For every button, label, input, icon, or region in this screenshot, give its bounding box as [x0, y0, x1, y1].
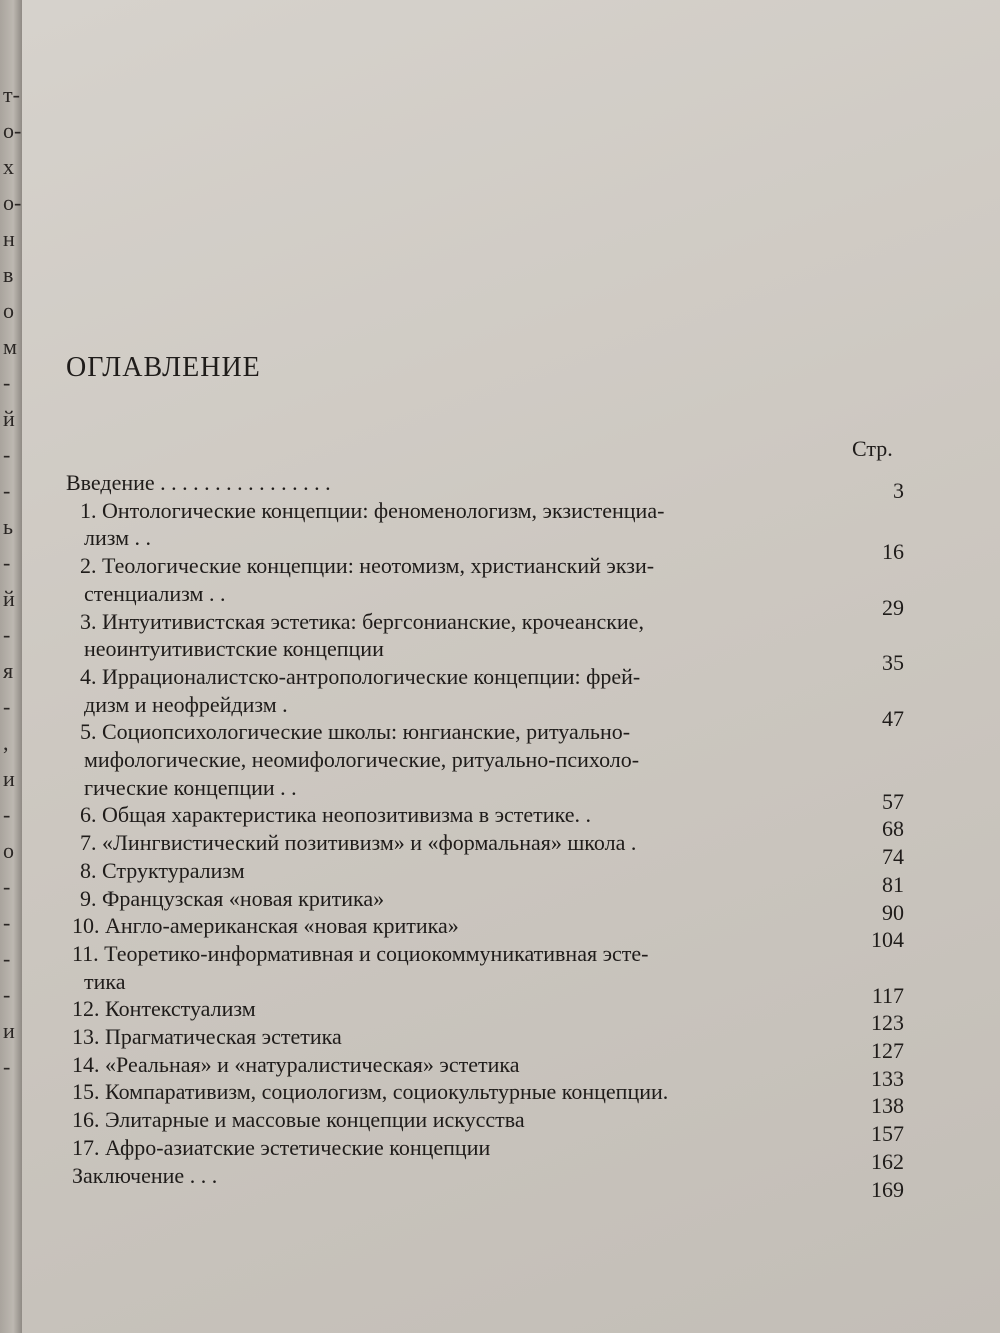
toc-page-number: 74: [882, 844, 904, 870]
toc-page-number: 47: [882, 705, 904, 731]
left-page-margin: [0, 0, 22, 1333]
toc-page-number: 29: [882, 594, 904, 620]
toc-entry-line: 7. «Лингвистический позитивизм» и «формальная» школа .: [80, 830, 637, 856]
toc-entry-line: тика: [84, 968, 126, 994]
toc-entry-line: 8. Структурализм: [80, 857, 245, 883]
left-page-fragment: о-: [3, 118, 22, 143]
toc-entry-line: 11. Теоретико-информативная и социокоммуникативная эсте-: [72, 940, 649, 966]
toc-page-number: 68: [882, 816, 904, 842]
toc-entry-line: 12. Контекстуализм: [72, 996, 256, 1022]
left-page-fragment: н: [3, 226, 15, 251]
toc-page-number: 133: [871, 1065, 904, 1091]
left-page-fragment: -: [3, 874, 11, 899]
toc-entry-line: 14. «Реальная» и «натуралистическая» эстетика: [72, 1051, 520, 1077]
toc-entry-line: дизм и неофрейдизм .: [84, 691, 288, 717]
toc-entry-line: 1. Онтологические концепции: феноменологизм, экзистенциа-: [80, 497, 665, 523]
left-page-fragment: в: [3, 262, 14, 287]
toc-entry-line: 13. Прагматическая эстетика: [72, 1024, 342, 1049]
left-page-fragment: я: [3, 658, 14, 683]
toc-entry-line: 2. Теологические концепции: неотомизм, христианский экзи-: [80, 553, 655, 579]
toc-entry-line: гические концепции . .: [84, 774, 297, 800]
toc-entry-line: Заключение . . .: [72, 1162, 218, 1188]
toc-entry-line: 17. Афро-азиатские эстетические концепции: [72, 1134, 491, 1160]
toc-page-number: 35: [882, 650, 904, 676]
toc-page-number: 138: [871, 1093, 904, 1119]
toc-entry-line: 5. Социопсихологические школы: юнгианские, ритуально-: [80, 719, 631, 745]
left-page-fragment: й: [3, 406, 15, 431]
toc-page-number: 123: [871, 1010, 904, 1036]
toc-entry-line: 4. Иррационалистско-антропологические концепции: фрей-: [80, 663, 641, 689]
toc-entry-line: 10. Англо-американская «новая критика»: [72, 913, 459, 939]
left-page-fragment: о: [3, 298, 14, 323]
left-page-fragment: -: [3, 910, 11, 935]
left-page-fragment: -: [3, 622, 11, 647]
toc-page-number: 157: [871, 1121, 904, 1147]
left-page-fragment: -: [3, 982, 11, 1007]
left-page-fragment: и: [3, 1018, 15, 1043]
left-page-fragment: -: [3, 478, 11, 503]
left-page-fragment: -: [3, 802, 11, 827]
left-page-fragment: ,: [3, 730, 9, 755]
left-page-fragment: и: [3, 766, 15, 791]
left-page-fragment: -: [3, 442, 11, 467]
toc-page-number: 3: [893, 478, 904, 503]
toc-page-number: 81: [882, 871, 904, 897]
left-page-fragment: -: [3, 550, 11, 575]
page-column-label: Стр.: [852, 436, 893, 461]
left-page-fragment: т-: [3, 82, 20, 107]
toc-entry-line: лизм . .: [84, 525, 152, 551]
left-page-fragment: -: [3, 370, 11, 395]
toc-entry-line: 9. Французская «новая критика»: [80, 885, 385, 911]
toc-entry-line: 16. Элитарные и массовые концепции искусства: [72, 1107, 525, 1133]
left-page-fragment: -: [3, 694, 11, 719]
toc-entry-line: мифологические, неомифологические, ритуально-психоло-: [84, 747, 640, 772]
toc-page-number: 57: [882, 788, 904, 814]
toc-entry-line: 3. Интуитивистская эстетика: бергсонианские, крочеанские,: [80, 608, 644, 634]
toc-entry-line: 6. Общая характеристика неопозитивизма в эстетике. .: [80, 802, 591, 828]
toc-entry-line: Введение . . . . . . . . . . . . . . . .: [66, 470, 331, 495]
left-page-fragment: х: [3, 154, 14, 179]
toc-page-number: 104: [871, 927, 904, 953]
toc-title: ОГЛАВЛЕНИЕ: [66, 352, 261, 383]
toc-page-number: 16: [882, 539, 904, 565]
left-page-fragment: о-: [3, 190, 22, 215]
toc-page-number: 169: [871, 1176, 904, 1202]
toc-page-number: 90: [882, 899, 904, 925]
left-page-fragment: -: [3, 946, 11, 971]
toc-page-number: 117: [871, 982, 904, 1008]
left-page-fragment: о: [3, 838, 14, 863]
toc-entry-line: стенциализм . .: [84, 580, 226, 606]
left-page-fragment: й: [3, 586, 15, 611]
toc-entry-line: 15. Компаративизм, социологизм, социокультурные концепции.: [72, 1079, 669, 1105]
toc-page-number: 162: [871, 1148, 904, 1174]
left-page-fragment: ь: [3, 514, 14, 539]
left-page-fragment: м: [3, 334, 17, 359]
toc-entry-line: неоинтуитивистские концепции: [84, 636, 384, 662]
toc-page-number: 127: [871, 1038, 904, 1063]
left-page-fragment: -: [3, 1054, 11, 1079]
